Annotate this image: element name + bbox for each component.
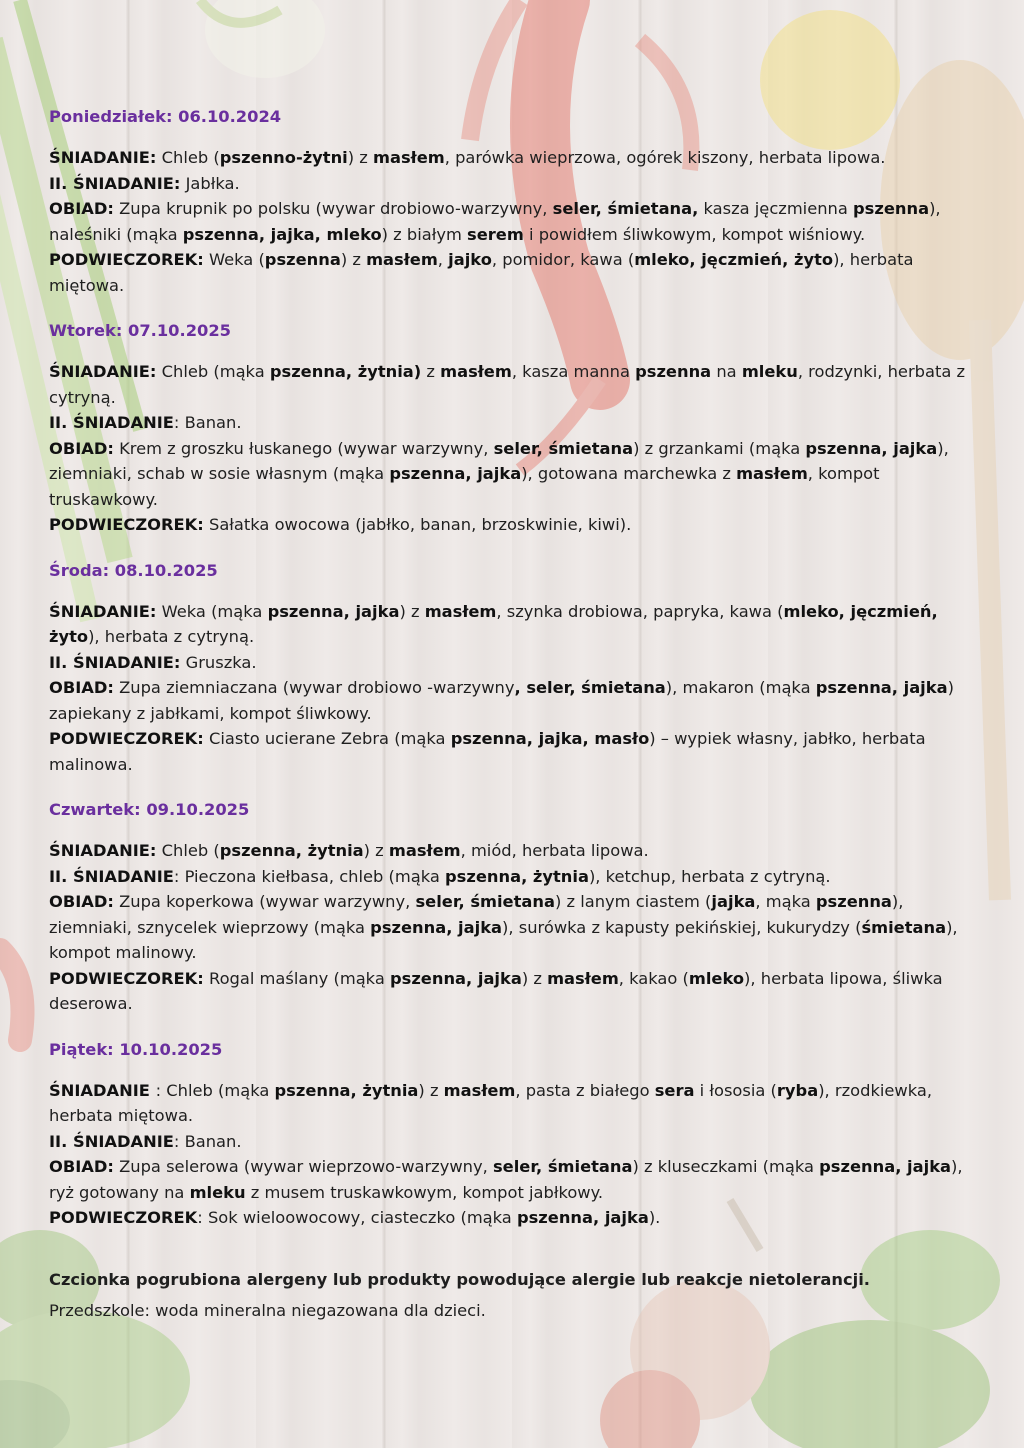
bold-segment: serem <box>467 224 524 244</box>
text-segment: : Banan. <box>173 1131 242 1151</box>
day-section <box>49 318 969 538</box>
text-segment: ) z <box>418 1080 444 1100</box>
afternoon-snack-line <box>49 726 969 777</box>
allergen-note: Czcionka pogrubiona alergeny lub produkty powodujące alergie lub reakcje nietolerancji. <box>49 1269 870 1289</box>
text-segment: Krem z groszku łuskanego (wywar warzywny, <box>113 438 494 458</box>
bold-segment: OBIAD: <box>49 438 114 458</box>
bold-segment: seler, śmietana, <box>552 199 699 218</box>
bold-segment: pszenna, jajka <box>370 917 503 937</box>
bold-segment: mleku <box>741 362 798 381</box>
day-section <box>49 104 969 298</box>
text-segment: Sałatka owocowa (jabłko, banan, brzoskwinie, kiwi). <box>203 515 632 534</box>
bold-segment: pszenna, jajka, masło <box>450 729 650 748</box>
day-heading: Poniedziałek: 06.10.2024 <box>49 107 282 126</box>
text-segment: ), ziemniaki, sznycelek wieprzowy (mąka <box>49 892 904 937</box>
text-segment: ) zapiekany z jabłkami, kompot śliwkowy. <box>49 678 954 723</box>
bold-segment: PODWIECZOREK: <box>49 729 204 748</box>
text-segment: ), herbata z cytryną. <box>88 627 255 646</box>
text-segment: , kakao ( <box>618 968 689 988</box>
text-segment: ), kompot malinowy. <box>49 917 958 962</box>
bold-segment: pszenna, jajka <box>389 968 522 988</box>
lunch-line <box>49 196 969 247</box>
text-segment: ), makaron (mąka <box>665 678 816 697</box>
bold-segment: seler, śmietana <box>493 438 634 458</box>
bold-segment: masłem <box>373 148 445 167</box>
bold-segment: pszenna, jajka <box>516 1208 649 1227</box>
bold-segment: pszenna, jajka <box>805 438 938 458</box>
bold-segment: II. ŚNIADANIE: <box>49 173 181 193</box>
breakfast-line <box>49 599 969 650</box>
text-segment: Zupa koperkowa (wywar warzywny, <box>113 892 416 911</box>
text-segment: kasza jęczmienna <box>698 199 854 218</box>
lunch-line <box>49 436 969 513</box>
bold-segment: ŚNIADANIE: <box>49 841 157 860</box>
bold-segment: masłem <box>388 841 461 860</box>
second-breakfast-line <box>49 650 969 676</box>
breakfast-line <box>49 359 969 410</box>
text-segment: Weka ( <box>203 250 265 269</box>
text-segment: i powidłem śliwkowym, kompot wiśniowy. <box>523 224 866 244</box>
text-segment: : Banan. <box>173 413 242 432</box>
text-segment: Chleb ( <box>156 148 220 167</box>
text-segment: , <box>437 250 449 269</box>
bold-segment: , seler, śmietana <box>514 678 666 697</box>
bold-segment: śmietana <box>861 917 947 937</box>
text-segment: ) z lanym ciastem ( <box>554 892 712 911</box>
bold-segment: pszenna, żytnia) <box>269 362 422 381</box>
bold-segment: PODWIECZOREK <box>49 1208 198 1227</box>
text-segment: i łososia ( <box>694 1080 777 1100</box>
bold-segment: ryba <box>776 1080 819 1100</box>
menu-document <box>49 104 969 1324</box>
day-heading: Czwartek: 09.10.2025 <box>49 800 250 819</box>
bold-segment: OBIAD: <box>49 892 114 911</box>
breakfast-line <box>49 838 969 864</box>
bold-segment: pszenna, jajka <box>815 678 948 697</box>
text-segment: z <box>421 362 441 381</box>
text-segment: , szynka drobiowa, papryka, kawa ( <box>496 601 784 621</box>
bold-segment: ŚNIADANIE: <box>49 362 157 381</box>
text-segment: ) z <box>363 841 389 860</box>
bold-segment: masłem <box>443 1080 516 1100</box>
day-section <box>49 797 969 1017</box>
text-segment: , rodzynki, herbata z cytryną. <box>49 362 966 407</box>
bold-segment: OBIAD: <box>49 199 114 218</box>
text-segment: Gruszka. <box>180 652 257 672</box>
afternoon-snack-line <box>49 966 969 1017</box>
text-segment: ) z <box>399 601 425 621</box>
bold-segment: seler, śmietana <box>415 892 555 911</box>
bold-segment: PODWIECZOREK: <box>49 515 204 534</box>
text-segment: ) – wypiek własny, jabłko, herbata malinowa. <box>49 729 926 774</box>
text-segment: ), naleśniki (mąka <box>49 199 941 244</box>
text-segment: ), rzodkiewka, herbata miętowa. <box>49 1080 933 1125</box>
bold-segment: ŚNIADANIE <box>49 1080 156 1100</box>
day-heading: Piątek: 10.10.2025 <box>49 1039 223 1059</box>
text-segment: Chleb (mąka <box>156 362 270 381</box>
lunch-line <box>49 889 969 966</box>
text-segment: ), gotowana marchewka z <box>521 464 737 483</box>
bold-segment: II. ŚNIADANIE <box>49 866 174 886</box>
second-breakfast-line <box>49 171 969 197</box>
bold-segment: pszenna, jajka <box>389 464 522 483</box>
text-segment: Rogal maślany (mąka <box>203 968 390 988</box>
bold-segment: II. ŚNIADANIE: <box>49 652 181 672</box>
text-segment: Zupa selerowa (wywar wieprzowo-warzywny, <box>113 1157 493 1176</box>
bold-segment: mleku <box>189 1182 246 1202</box>
bold-segment: ŚNIADANIE: <box>49 601 157 621</box>
breakfast-line <box>49 1078 969 1129</box>
text-segment: , parówka wieprzowa, ogórek kiszony, herbata lipowa. <box>444 148 886 167</box>
text-segment: ) z <box>340 250 367 269</box>
bold-segment: OBIAD: <box>49 1157 114 1176</box>
bold-segment: pszenna, jajka <box>267 601 400 621</box>
lunch-line <box>49 1154 969 1205</box>
text-segment: Weka (mąka <box>156 601 268 621</box>
bold-segment: ŚNIADANIE: <box>49 148 157 167</box>
text-segment: ), ryż gotowany na <box>49 1157 963 1202</box>
text-segment: , mąka <box>755 892 816 911</box>
text-segment: ) z <box>521 968 548 988</box>
text-segment: Ciasto ucierane Zebra (mąka <box>203 729 451 748</box>
text-segment: ), herbata miętowa. <box>49 250 914 295</box>
bold-segment: pszenna <box>815 892 892 911</box>
bold-segment: masłem <box>736 464 808 483</box>
bold-segment: pszenna, żytnia <box>274 1080 419 1100</box>
text-segment: Jabłka. <box>180 173 240 193</box>
bold-segment: mleko <box>688 968 745 988</box>
text-segment: , kasza manna <box>511 362 636 381</box>
text-segment: , miód, herbata lipowa. <box>460 841 649 860</box>
text-segment: , pasta z białego <box>515 1080 655 1100</box>
bold-segment: mleko, jęczmień, żyto <box>49 601 938 646</box>
text-segment: z musem truskawkowym, kompot jabłkowy. <box>245 1182 604 1202</box>
text-segment: Zupa krupnik po polsku (wywar drobiowo-warzywny, <box>113 199 553 218</box>
bold-segment: masłem <box>440 362 512 381</box>
bold-segment: pszenna <box>853 199 930 218</box>
day-section <box>49 558 969 778</box>
text-segment: ), herbata lipowa, śliwka deserowa. <box>49 968 943 1013</box>
bold-segment: pszenna, żytnia <box>219 841 364 860</box>
bold-segment: seler, śmietana <box>492 1157 633 1176</box>
text-segment: ). <box>648 1208 661 1227</box>
text-segment: ), ziemniaki, schab w sosie własnym (mąka <box>49 438 949 483</box>
bold-segment: PODWIECZOREK: <box>49 968 204 988</box>
text-segment: ), ketchup, herbata z cytryną. <box>588 866 831 886</box>
text-segment: , pomidor, kawa ( <box>491 250 635 269</box>
text-segment: ) z białym <box>381 224 468 244</box>
second-breakfast-line <box>49 864 969 890</box>
second-breakfast-line <box>49 410 969 436</box>
text-segment: ) z kluseczkami (mąka <box>632 1157 820 1176</box>
bold-segment: masłem <box>424 601 497 621</box>
bold-segment: II. ŚNIADANIE <box>49 1131 174 1151</box>
text-segment: Chleb ( <box>156 841 220 860</box>
bold-segment: jajka <box>711 892 756 911</box>
afternoon-snack-line <box>49 247 969 298</box>
bold-segment: pszenna, jajka <box>819 1157 952 1176</box>
bold-segment: sera <box>654 1080 695 1100</box>
bold-segment: pszenna, żytnia <box>445 866 589 886</box>
bold-segment: masłem <box>366 250 438 269</box>
bold-segment: II. ŚNIADANIE <box>49 413 174 432</box>
day-section <box>49 1037 969 1231</box>
bold-segment: pszenna <box>635 362 712 381</box>
bold-segment: pszenno-żytni <box>219 148 348 167</box>
bold-segment: masłem <box>547 968 619 988</box>
breakfast-line <box>49 145 969 171</box>
bold-segment: pszenna, jajka, mleko <box>182 224 382 244</box>
water-note: Przedszkole: woda mineralna niegazowana dla dzieci. <box>49 1301 486 1320</box>
bold-segment: PODWIECZOREK: <box>49 250 204 269</box>
bold-segment: jajko <box>448 250 492 269</box>
text-segment: ) z <box>347 148 374 167</box>
text-segment: : Pieczona kiełbasa, chleb (mąka <box>173 866 446 886</box>
text-segment: ) z grzankami (mąka <box>633 438 806 458</box>
day-heading: Wtorek: 07.10.2025 <box>49 321 232 340</box>
afternoon-snack-line <box>49 1205 969 1231</box>
text-segment: na <box>711 362 742 381</box>
afternoon-snack-line <box>49 512 969 538</box>
bold-segment: pszenna <box>264 250 341 269</box>
text-segment: : Chleb (mąka <box>155 1080 275 1100</box>
lunch-line <box>49 675 969 726</box>
text-segment: ), surówka z kapusty pekińskiej, kukurydzy ( <box>502 917 862 937</box>
text-segment: , kompot truskawkowy. <box>49 464 880 509</box>
bold-segment: OBIAD: <box>49 678 114 697</box>
bold-segment: mleko, jęczmień, żyto <box>634 250 834 269</box>
second-breakfast-line <box>49 1129 969 1155</box>
text-segment: Zupa ziemniaczana (wywar drobiowo -warzywny <box>113 678 515 697</box>
text-segment: : Sok wieloowocowy, ciasteczko (mąka <box>197 1208 517 1227</box>
day-heading: Środa: 08.10.2025 <box>49 560 218 580</box>
